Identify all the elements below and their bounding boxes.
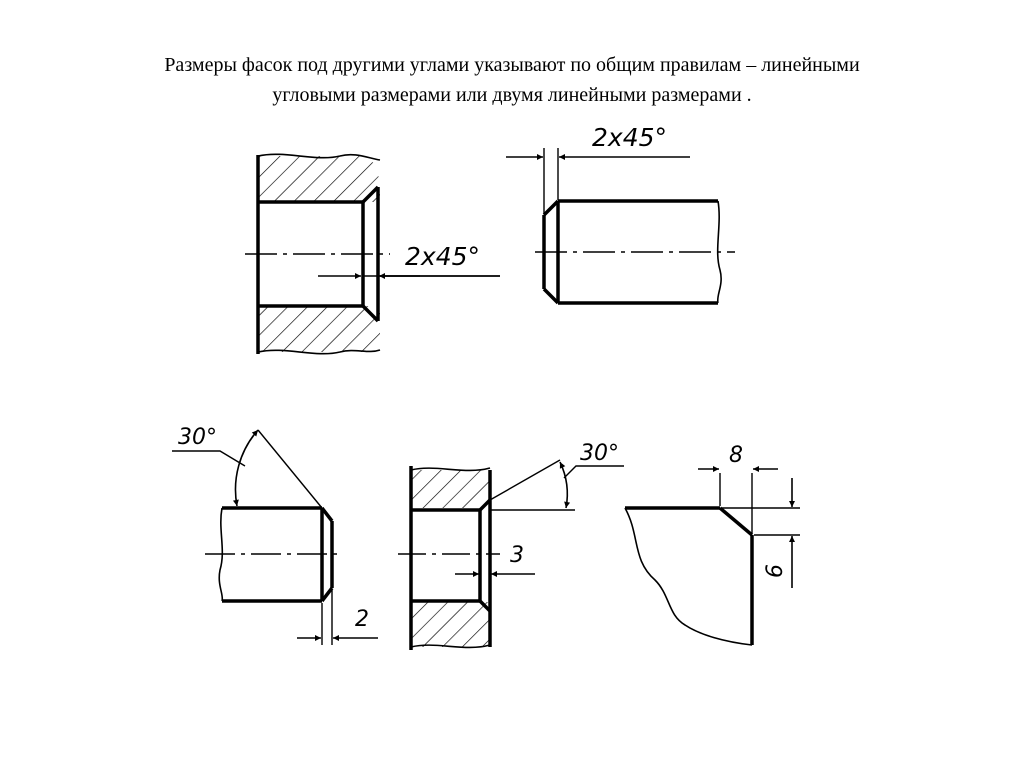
chamfer-label-shaft: 2x45° [592, 123, 668, 152]
hatched-wall-bottom [258, 306, 380, 352]
length-label: 2 [355, 607, 369, 632]
hatched-wall-top [411, 470, 490, 508]
caption-line-1: Размеры фасок под другими углами указывают по общим правилам – линейными [164, 54, 860, 76]
corner-outline [625, 508, 752, 645]
leader-line [172, 451, 245, 466]
hatched-wall-top [258, 156, 380, 202]
hatched-wall-bottom [411, 602, 490, 647]
length-label: 3 [510, 543, 524, 568]
horizontal-dim-label: 8 [729, 443, 743, 468]
leader-line [564, 466, 624, 478]
figure-hole-30 [398, 441, 624, 650]
angle-label: 30° [178, 425, 217, 450]
figure-shaft-30 [172, 425, 378, 645]
chamfer-label-hole: 2x45° [405, 242, 481, 271]
caption-line-2: угловыми размерами или двумя линейными размерами . [272, 84, 752, 106]
figure-hole-45 [245, 154, 500, 354]
angle-arc [235, 430, 258, 506]
angle-arc [560, 462, 567, 508]
angle-label: 30° [580, 441, 619, 466]
break-line [625, 508, 752, 645]
vertical-dim-label: 6 [763, 564, 788, 578]
figure-shaft-45 [506, 123, 735, 303]
figure-corner [625, 443, 800, 645]
